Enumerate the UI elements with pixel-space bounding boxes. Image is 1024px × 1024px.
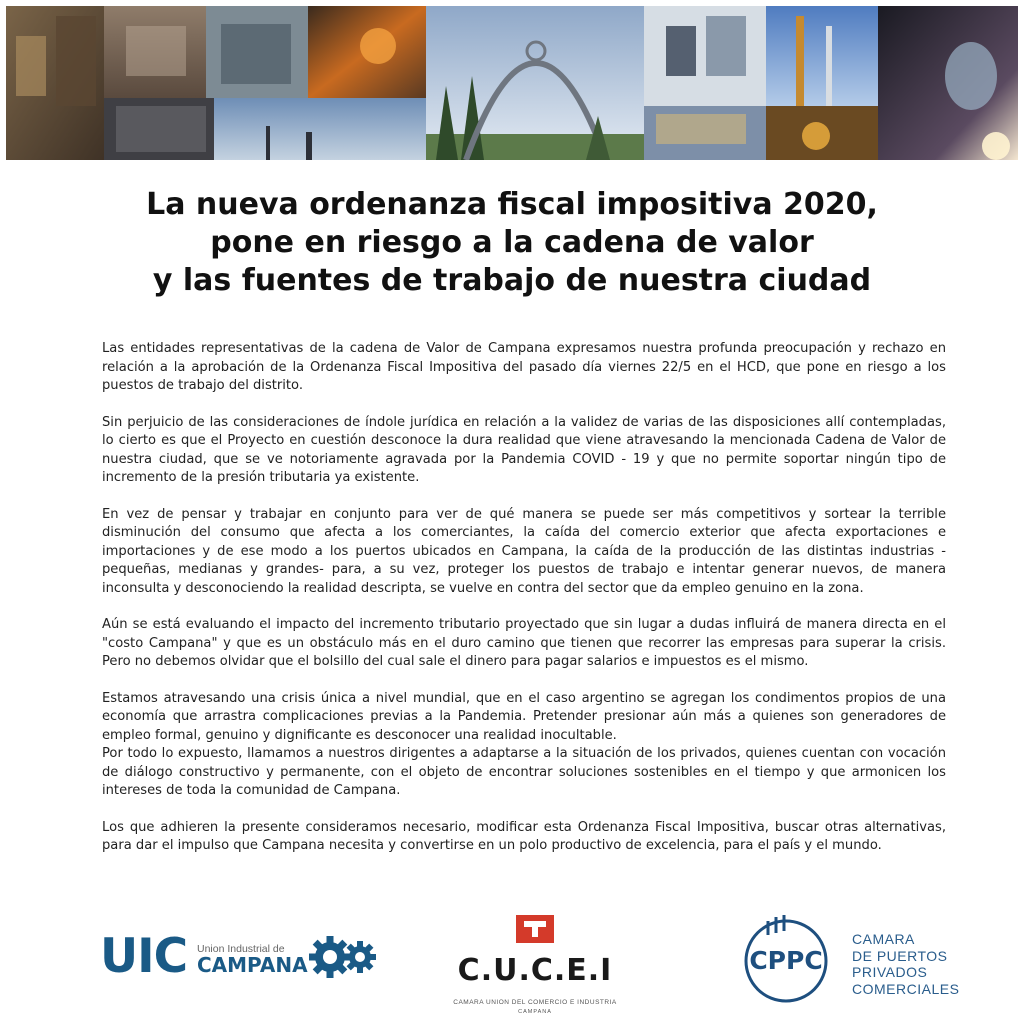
cppc-line-1: CAMARA: [852, 931, 915, 947]
cppc-mark: CPPC: [749, 946, 823, 975]
collage-image: [6, 6, 1018, 160]
cppc-line-2: DE PUERTOS: [852, 947, 948, 964]
header-photo-collage: [6, 6, 1018, 160]
gears-icon: [308, 931, 380, 983]
signatory-logos: [0, 905, 1024, 1024]
cppc-logo: [738, 911, 960, 1008]
paragraph-5: Estamos atravesando una crisis única a nivel mundial, que en el caso argentino se agregan los condimentos propios de una economía que arrastra complicaciones previas a la Pandemia. Pretender presionar aún más a quienes son generadores de empleo formal, genuino y dignificante es desconocer una realidad inocultable.: [102, 690, 946, 743]
cucei-mark-icon: [514, 913, 556, 945]
title-line-3: y las fuentes de trabajo de nuestra ciudad: [152, 263, 872, 298]
paragraph-2: Sin perjuicio de las consideraciones de índole jurídica en relación a la validez de varias de las disposiciones allí contempladas, lo cierto es que el Proyecto en cuestión desconoce la dura realidad que viene atravesando la mencionada Cadena de Valor de nuestra ciudad, que se ve notoriamente agravada por la Pandemia COVID - 19 y que no permite soportar ningún tipo de incremento de la presión tributaria ya existente.: [102, 414, 946, 485]
paragraph-7: Los que adhieren la presente consideramos necesario, modificar esta Ordenanza Fiscal Impositiva, buscar otras alternativas, para dar el impulso que Campana necesita y convertirse en un polo productivo de excelencia, para el país y el mundo.: [102, 819, 946, 853]
page-title: [0, 186, 1024, 300]
title-line-2: pone en riesgo a la cadena de valor: [210, 225, 814, 260]
cppc-line-3: PRIVADOS: [852, 964, 928, 980]
cucei-name: C.U.C.E.I: [457, 953, 613, 988]
paragraph-3: En vez de pensar y trabajar en conjunto para ver de qué manera se puede ser más competitivos y sortear la terrible disminución del consumo que afecta a los comerciantes, la caída del comercio exterior que afecta exportaciones e importaciones y de ese modo a los puertos ubicados en Campana, la caída de la producción de las distintas industrias -pequeñas, medianas y grandes- para, a su vez, proteger los puestos de trabajo e intentar generar nuevos, de manera inconsulta y desconociendo la realidad descripta, se vuelve en contra del sector que da empleo genuino en la zona.: [102, 506, 946, 596]
cucei-city: CAMPANA: [518, 1009, 552, 1015]
title-line-1: La nueva ordenanza fiscal impositiva 2020,: [146, 187, 878, 222]
statement-body: [102, 340, 946, 874]
uic-city: CAMPANA: [197, 953, 308, 977]
cppc-name: [852, 931, 959, 997]
uic-acronym: UIC: [100, 929, 188, 984]
cppc-line-4: COMERCIALES: [852, 980, 960, 997]
cucei-subtitle: CAMARA UNION DEL COMERCIO E INDUSTRIA: [453, 999, 617, 1006]
paragraph-6: Por todo lo expuesto, llamamos a nuestros dirigentes a adaptarse a la situación de los privados, quienes cuentan con vocación de diálogo constructivo y permanente, con el objeto de encontrar soluciones sostenibles en el tiempo y que armonicen los intereses de toda la comunidad de Campana.: [102, 746, 946, 798]
paragraph-4: Aún se está evaluando el impacto del incremento tributario proyectado que sin lugar a dudas influirá de manera directa en el "costo Campana" y que es un obstáculo más en el duro camino que tienen que recorrer las empresas para superar la crisis. Pero no debemos olvidar que el bolsillo del cual sale el dinero para pagar salarios e impuestos es el mismo.: [102, 617, 946, 669]
paragraph-1: Las entidades representativas de la cadena de Valor de Campana expresamos nuestra profunda preocupación y rechazo en relación a la aprobación de la Ordenanza Fiscal Impositiva del pasado día viernes 22/5 en el HCD, que pone en riesgo a los puestos de trabajo del distrito.: [102, 341, 946, 393]
cppc-emblem-icon: [738, 911, 838, 1003]
uic-subtitle: Union Industrial de: [197, 943, 285, 955]
